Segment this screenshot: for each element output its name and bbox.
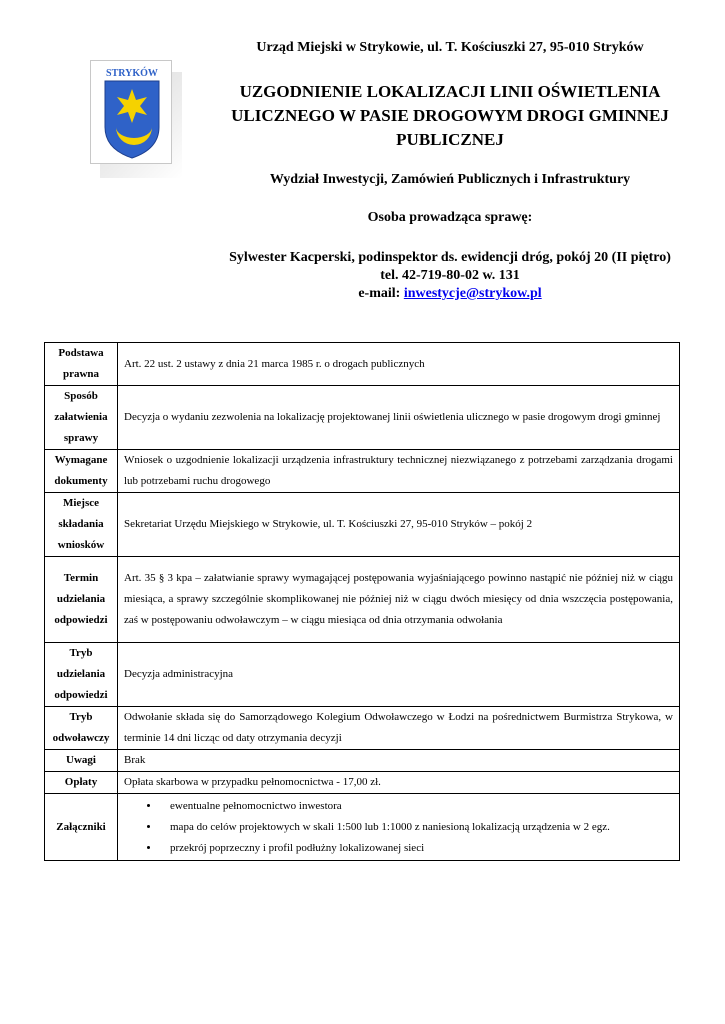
row-value: Art. 35 § 3 kpa – załatwianie sprawy wymagającej postępowania wyjaśniającego powinno nastąpić nie później niż w ciągu miesiąca, a sprawy szczególnie skomplikowanej nie później niż w ciągu dwóch miesięcy od dnia wszczęcia postępowania, zaś w postępowaniu odwoławczym – w ciągu miesiąca od dnia otrzymania odwołania	[118, 557, 680, 643]
row-value: Wniosek o uzgodnienie lokalizacji urządzenia infrastruktury technicznej niezwiązanego z potrzebami zarządzania drogami lub potrzebami ruchu drogowego	[118, 450, 680, 493]
department-name: Wydział Inwestycji, Zamówień Publicznych i Infrastruktury	[269, 172, 631, 187]
page-title	[195, 80, 705, 152]
row-label: Tryb odwoławczy	[45, 707, 118, 750]
contact-person: Sylwester Kacperski, podinspektor ds. ewidencji dróg, pokój 20 (II piętro)	[229, 250, 671, 265]
contact-phone: tel. 42-719-80-02 w. 131	[380, 268, 520, 283]
title-line: ULICZNEGO W PASIE DROGOWYM DROGI GMINNEJ	[231, 106, 669, 125]
attachments-list	[124, 796, 673, 859]
contact-email-line	[180, 285, 720, 303]
table-row	[45, 493, 680, 557]
row-label: Sposób załatwienia sprawy	[45, 386, 118, 450]
row-label: Opłaty	[45, 772, 118, 794]
table-row	[45, 794, 680, 861]
shield-icon	[99, 65, 165, 161]
email-link[interactable]: inwestycje@strykow.pl	[403, 286, 542, 301]
row-value: Odwołanie składa się do Samorządowego Kolegium Odwoławczego w Łodzi na pośrednictwem Burmistrza Strykowa, w terminie 14 dni licząc od daty otrzymania decyzji	[118, 707, 680, 750]
title-line: UZGODNIENIE LOKALIZACJI LINII OŚWIETLENIA	[239, 82, 661, 101]
row-label: Termin udzielania odpowiedzi	[45, 557, 118, 643]
info-table	[44, 342, 680, 861]
row-label: Tryb udzielania odpowiedzi	[45, 643, 118, 707]
row-value: Decyzja administracyjna	[118, 643, 680, 707]
row-label: Miejsce składania wniosków	[45, 493, 118, 557]
row-value: Art. 22 ust. 2 ustawy z dnia 21 marca 1985 r. o drogach publicznych	[118, 343, 680, 386]
table-row	[45, 557, 680, 643]
table-row	[45, 343, 680, 386]
table-row	[45, 772, 680, 794]
attachments-label: Załączniki	[45, 794, 118, 861]
row-value: Opłata skarbowa w przypadku pełnomocnictwa - 17,00 zł.	[118, 772, 680, 794]
attachments-cell	[118, 794, 680, 861]
contact-person-block	[180, 249, 720, 303]
table-row	[45, 707, 680, 750]
town-crest	[90, 60, 182, 178]
row-value: Brak	[118, 750, 680, 772]
crest-label: STRYKÓW	[106, 68, 158, 79]
table-row	[45, 643, 680, 707]
row-value: Sekretariat Urzędu Miejskiego w Strykowie, ul. T. Kościuszki 27, 95-010 Stryków – pokój 2	[118, 493, 680, 557]
crest-frame	[90, 60, 172, 164]
row-value: Decyzja o wydaniu zezwolenia na lokalizację projektowanej linii oświetlenia ulicznego w pasie drogowym drogi gminnej	[118, 386, 680, 450]
row-label: Uwagi	[45, 750, 118, 772]
list-item: • ewentualne pełnomocnictwo inwestora	[160, 796, 673, 817]
table-row	[45, 750, 680, 772]
row-label: Podstawa prawna	[45, 343, 118, 386]
office-address: Urząd Miejski w Strykowie, ul. T. Kościuszki 27, 95-010 Stryków	[256, 40, 644, 55]
list-item: • mapa do celów projektowych w skali 1:500 lub 1:1000 z naniesioną lokalizacją urządzenia w 2 egz.	[160, 817, 673, 838]
table-row	[45, 450, 680, 493]
title-line: PUBLICZNEJ	[396, 130, 504, 149]
list-item: • przekrój poprzeczny i profil podłużny lokalizowanej sieci	[160, 838, 673, 859]
row-label: Wymagane dokumenty	[45, 450, 118, 493]
table-row	[45, 386, 680, 450]
contact-person-label: Osoba prowadząca sprawę:	[367, 210, 533, 225]
email-label: e-mail:	[358, 286, 401, 301]
